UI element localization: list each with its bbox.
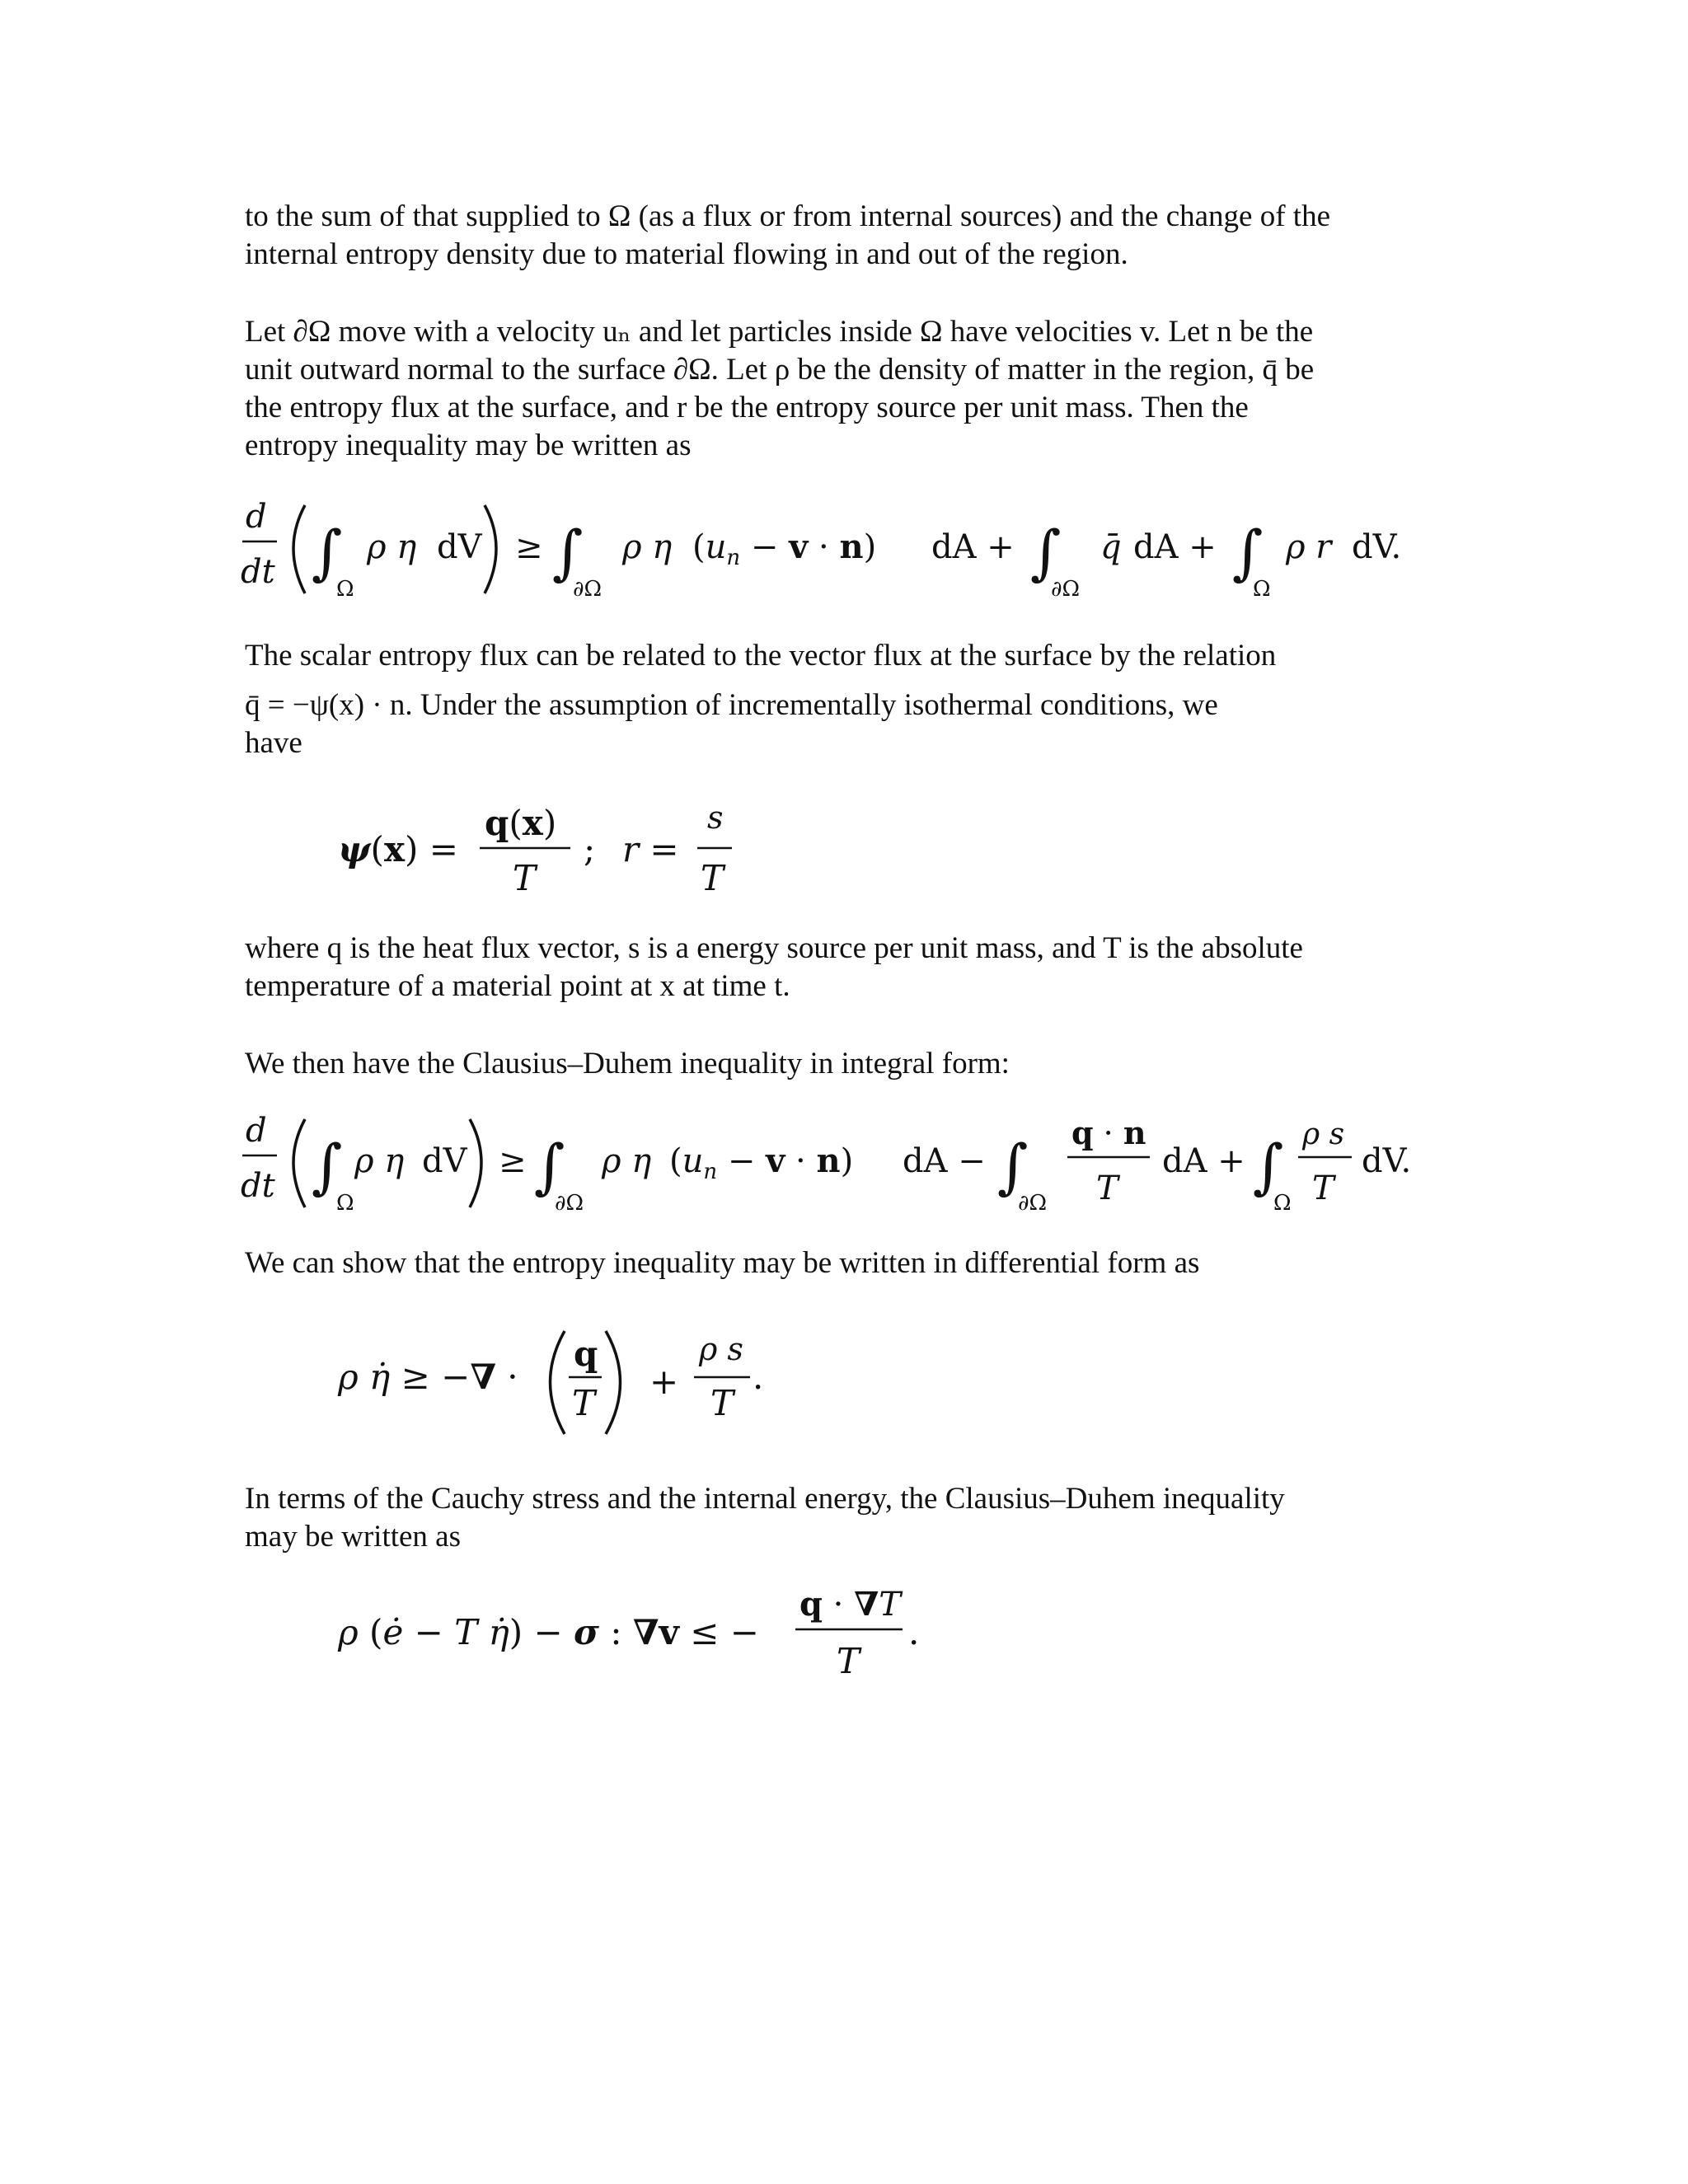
svg-text:T: T bbox=[513, 858, 537, 898]
paragraph-differential-form bbox=[245, 1244, 1448, 1282]
paragraph-intro bbox=[245, 198, 1448, 274]
svg-text:q(x): q(x) bbox=[485, 803, 557, 843]
svg-text:ρ η̇ ≥ −∇ ·: ρ η̇ ≥ −∇ · bbox=[338, 1357, 518, 1397]
text-line: temperature of a material point at x at time t. bbox=[245, 969, 790, 1003]
svg-text:T: T bbox=[1312, 1169, 1334, 1207]
svg-text:dA +: dA + bbox=[1162, 1142, 1245, 1180]
svg-text:T: T bbox=[1096, 1169, 1118, 1207]
svg-text:Ω: Ω bbox=[336, 1191, 354, 1216]
svg-text:∫: ∫ bbox=[1253, 1132, 1284, 1201]
svg-text:≥: ≥ bbox=[499, 1142, 527, 1180]
svg-text:dV.: dV. bbox=[1352, 528, 1402, 566]
equation-clausius-duhem-integral bbox=[239, 1104, 1426, 1228]
svg-text:∫: ∫ bbox=[1030, 518, 1062, 587]
svg-text:r =: r = bbox=[622, 829, 679, 869]
svg-text:ρ η: ρ η bbox=[354, 1142, 405, 1180]
svg-text:dA +: dA + bbox=[1133, 528, 1217, 566]
text-line: the entropy flux at the surface, and r be the entropy source per unit mass. Then the bbox=[245, 391, 1249, 424]
eq-dt: dt bbox=[241, 553, 275, 591]
svg-text:.: . bbox=[908, 1612, 920, 1652]
svg-text:dV.: dV. bbox=[1362, 1142, 1412, 1180]
text-line: We can show that the entropy inequality may be written in differential form as bbox=[245, 1246, 1200, 1280]
text-line: The scalar entropy flux can be related to the vector flux at the surface by the relation bbox=[245, 639, 1277, 673]
svg-text:T: T bbox=[572, 1383, 596, 1423]
equation-cauchy-stress-form bbox=[338, 1578, 964, 1685]
svg-text:+: + bbox=[649, 1361, 679, 1402]
svg-text:s: s bbox=[707, 799, 724, 836]
paragraph-scalar-flux bbox=[245, 637, 1448, 762]
integral-sign: ∫ bbox=[312, 518, 343, 587]
svg-text:ρ s: ρ s bbox=[699, 1331, 743, 1367]
svg-text:q̄: q̄ bbox=[1100, 528, 1122, 566]
svg-text:∫: ∫ bbox=[997, 1132, 1029, 1201]
svg-text:.: . bbox=[753, 1357, 764, 1397]
svg-text:dV: dV bbox=[422, 1142, 467, 1180]
svg-text:;: ; bbox=[584, 829, 596, 869]
svg-text:d: d bbox=[246, 1112, 267, 1150]
svg-text:(un − v · n): $(u_n - v \cdot n)$ bbox=[692, 527, 877, 570]
paragraph-cauchy-stress bbox=[245, 1480, 1448, 1556]
text-line: q̄ = −ψ(x) · n. Under the assumption of incrementally isothermal conditions, we bbox=[245, 688, 1218, 722]
svg-text:∂Ω: ∂Ω bbox=[555, 1191, 584, 1216]
svg-text:∂Ω: ∂Ω bbox=[1051, 577, 1081, 602]
svg-text:Ω: Ω bbox=[1253, 577, 1271, 602]
svg-text:Ω: Ω bbox=[1273, 1191, 1292, 1216]
svg-text:≥: ≥ bbox=[515, 528, 543, 566]
svg-text:dA +: dA + bbox=[931, 528, 1015, 566]
svg-text:(un − v · n): $(u_n - v \cdot n)$ bbox=[669, 1141, 854, 1184]
eq-d: d bbox=[246, 498, 267, 536]
equation-entropy-inequality bbox=[239, 490, 1451, 614]
text-line: may be written as bbox=[245, 1520, 461, 1554]
svg-text:ρ η: ρ η bbox=[622, 528, 673, 566]
svg-text:Ω: Ω bbox=[336, 577, 354, 602]
svg-text:dV: dV bbox=[437, 528, 482, 566]
svg-text:dA −: dA − bbox=[903, 1142, 986, 1180]
svg-text:ρ r: ρ r bbox=[1286, 528, 1332, 566]
svg-text:ρ η: ρ η bbox=[367, 528, 417, 566]
equation-psi-definition bbox=[338, 795, 767, 902]
svg-text:T: T bbox=[710, 1383, 734, 1423]
text-line: unit outward normal to the surface ∂Ω. Let ρ be the density of matter in the region, q̄ be bbox=[245, 353, 1315, 387]
svg-text:ρ η: ρ η bbox=[602, 1142, 652, 1180]
paragraph-clausius-duhem bbox=[245, 1045, 1448, 1083]
svg-text:q: q bbox=[574, 1333, 598, 1374]
svg-text:q · ∇T: q · ∇T bbox=[799, 1585, 901, 1624]
svg-text:∫: ∫ bbox=[1232, 518, 1264, 587]
svg-text:ψ(x) =: ψ(x) = bbox=[338, 829, 458, 869]
text-line: entropy inequality may be written as bbox=[245, 429, 692, 462]
text-line: In terms of the Cauchy stress and the internal energy, the Clausius–Duhem inequality bbox=[245, 1482, 1285, 1516]
text-line: Let ∂Ω move with a velocity uₙ and let particles inside Ω have velocities v. Let n be the bbox=[245, 315, 1314, 349]
svg-text:∂Ω: ∂Ω bbox=[1018, 1191, 1048, 1216]
paragraph-heat-flux bbox=[245, 930, 1448, 1005]
svg-text:T: T bbox=[837, 1641, 860, 1681]
text-line: to the sum of that supplied to Ω (as a flux or from internal sources) and the change of the bbox=[245, 199, 1330, 233]
svg-text:∫: ∫ bbox=[312, 1132, 343, 1201]
svg-text:dt: dt bbox=[241, 1167, 275, 1205]
svg-text:T: T bbox=[701, 858, 724, 898]
text-line: We then have the Clausius–Duhem inequality in integral form: bbox=[245, 1047, 1010, 1080]
svg-text:ρ s: ρ s bbox=[1302, 1118, 1345, 1151]
text-line: where q is the heat flux vector, s is a energy source per unit mass, and T is the absolute bbox=[245, 931, 1303, 965]
svg-text:∫: ∫ bbox=[534, 1132, 565, 1201]
text-line: internal entropy density due to material flowing in and out of the region. bbox=[245, 237, 1128, 271]
svg-text:∫: ∫ bbox=[552, 518, 584, 587]
svg-text:ρ (ė − T η̇) − σ : ∇v ≤ −: ρ (ė − T η̇) − σ : ∇v ≤ − bbox=[338, 1612, 759, 1652]
paragraph-definitions bbox=[245, 313, 1448, 465]
equation-differential-form bbox=[338, 1315, 799, 1446]
svg-text:∂Ω: ∂Ω bbox=[573, 577, 603, 602]
svg-text:q · n: q · n bbox=[1071, 1114, 1146, 1151]
text-line: have bbox=[245, 726, 302, 760]
